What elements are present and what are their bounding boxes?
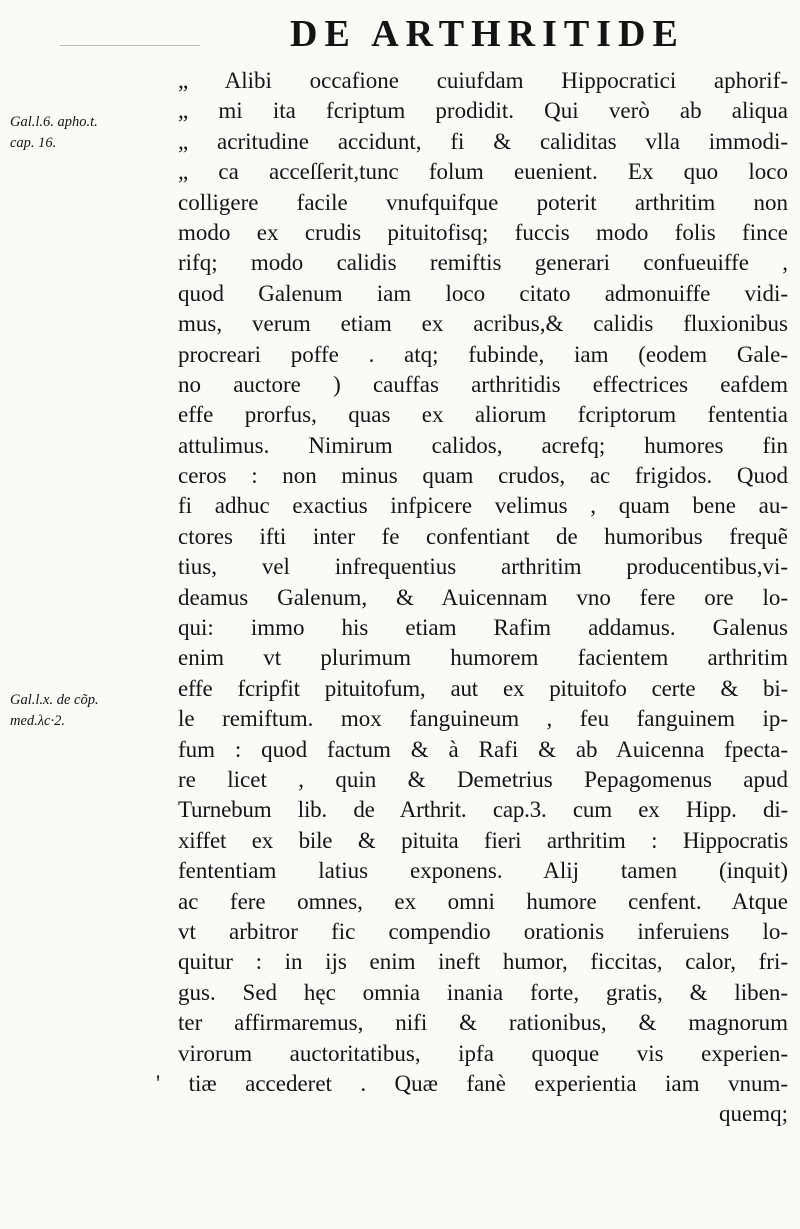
text-line: modo ex crudis pituitofisq; fuccis modo folis fince — [178, 219, 788, 245]
text-line: ac fere omnes, ex omni humore cenfent. Atque — [178, 888, 788, 914]
marginal-note-line: cap. 16. — [10, 135, 57, 151]
text-line: ceros : non minus quam crudos, ac frigidos. Quod — [178, 463, 788, 489]
text-line: ctores ifti inter fe confentiant de humoribus frequẽ — [178, 523, 788, 549]
text-line: fententiam latius exponens. Alij tamen (inquit) — [178, 858, 788, 884]
text-line: effe prorfus, quas ex aliorum fcriptorum fententia — [178, 402, 788, 428]
text-line: virorum auctoritatibus, ipfa quoque vis experien- — [178, 1040, 788, 1066]
text-line: „ acritudine accidunt, fi & caliditas vlla immodi- — [178, 128, 788, 154]
text-line: deamus Galenum, & Auicennam vno fere ore lo- — [178, 584, 788, 610]
text-line: mus, verum etiam ex acribus,& calidis fluxionibus — [178, 311, 788, 337]
catchword: quemq; — [719, 1101, 788, 1127]
marginal-note-line: med.λc·2. — [10, 713, 65, 729]
text-line: „ mi ita fcriptum prodidit. Qui verò ab aliqua — [178, 98, 788, 124]
text-line: ' tiæ accederet . Quæ fanè experientia iam vnum- — [156, 1070, 788, 1096]
text-line: Turnebum lib. de Arthrit. cap.3. cum ex Hipp. di- — [178, 797, 788, 823]
marginal-note-line: Gal.l.6. apho.t. — [10, 114, 98, 130]
text-line: enim vt plurimum humorem facientem arthritim — [178, 645, 788, 671]
marginal-note-line: Gal.l.x. de cõp. — [10, 692, 99, 708]
text-line: colligere facile vnufquifque poterit arthritim non — [178, 189, 788, 215]
text-line: „ Alibi occafione cuiufdam Hippocratici aphorif- — [178, 68, 788, 93]
marginal-note-2 — [10, 690, 105, 732]
text-line: qui: immo his etiam Rafim addamus. Galenus — [178, 615, 788, 641]
text-line: xiffet ex bile & pituita fieri arthritim : Hippocratis — [178, 827, 788, 853]
text-line: fi adhuc exactius infpicere velimus , quam bene au- — [178, 493, 788, 519]
text-line: re licet , quin & Demetrius Pepagomenus apud — [178, 766, 788, 792]
text-line: effe fcripfit pituitofum, aut ex pituitofo certe & bi- — [178, 675, 788, 701]
text-line: ter affirmaremus, nifi & rationibus, & magnorum — [178, 1010, 788, 1036]
text-line: le remiftum. mox fanguineum , feu fanguinem ip- — [178, 706, 788, 732]
text-line: vt arbitror fic compendio orationis inferuiens lo- — [178, 918, 788, 944]
text-line: attulimus. Nimirum calidos, acrefq; humores fin — [178, 432, 788, 458]
header-rule — [60, 45, 200, 46]
text-line: rifq; modo calidis remiftis generari confueuiffe , — [178, 250, 788, 276]
text-line: fum : quod factum & à Rafi & ab Auicenna fpecta- — [178, 736, 788, 762]
main-text-column — [156, 66, 788, 1130]
text-line: „ ca acceſſerit,tunc folum euenient. Ex quo loco — [178, 159, 788, 185]
text-line: tius, vel infrequentius arthritim producentibus,vi- — [178, 554, 788, 580]
running-head: DE ARTHRITIDE — [290, 13, 685, 55]
text-line: gus. Sed hęc omnia inania forte, gratis, & liben- — [178, 979, 788, 1005]
text-line: quitur : in ijs enim ineft humor, ficcitas, calor, fri- — [178, 949, 788, 975]
text-line: quod Galenum iam loco citato admonuiffe vidi- — [178, 280, 788, 306]
marginal-note-1 — [10, 112, 105, 154]
text-line: no auctore ) cauffas arthritidis effectrices eafdem — [178, 371, 788, 397]
text-line: procreari poffe . atq; fubinde, iam (eodem Gale- — [178, 341, 788, 367]
